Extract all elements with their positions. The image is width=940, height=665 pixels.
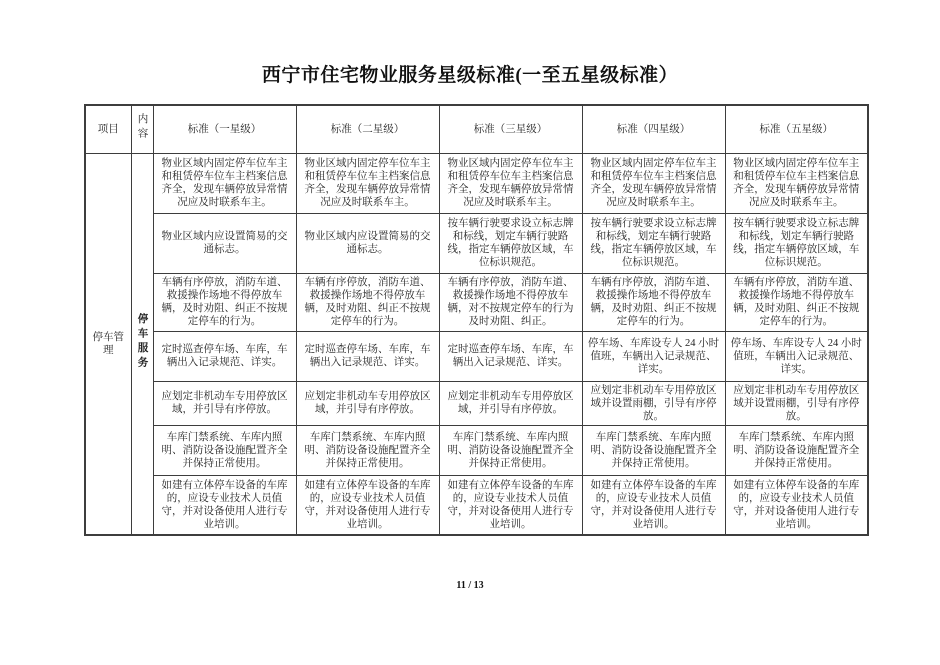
table-cell: 如建有立体停车设备的车库的，应设专业技术人员值守，并对设备使用人进行专业培训。: [582, 475, 725, 535]
table-cell: 物业区域内固定停车位车主和租赁停车位车主档案信息齐全，发现车辆停放异常情况应及时联系车主。: [296, 153, 439, 213]
content-group-cell: [131, 153, 153, 535]
table-cell: 车辆有序停放，消防车道、救援操作场地不得停放车辆，及时劝阻、纠正不按规定停车的行为。: [582, 273, 725, 331]
table-cell: 车辆有序停放，消防车道、救援操作场地不得停放车辆，及时劝阻、纠正不按规定停车的行为。: [725, 273, 868, 331]
table-cell: 按车辆行驶要求设立标志牌和标线，划定车辆行驶路线，指定车辆停放区域，车位标识规范。: [439, 213, 582, 273]
table-cell: 车辆有序停放，消防车道、救援操作场地不得停放车辆，对不按规定停车的行为及时劝阻、纠正。: [439, 273, 582, 331]
table-cell: 应划定非机动车专用停放区域，并引导有序停放。: [153, 381, 296, 425]
project-group-cell: 停车管理: [85, 153, 131, 535]
table-cell: 如建有立体停车设备的车库的，应设专业技术人员值守，并对设备使用人进行专业培训。: [153, 475, 296, 535]
header-star-2: 标准（二星级）: [296, 105, 439, 153]
table-row: [85, 273, 868, 331]
table-cell: 应划定非机动车专用停放区域，并引导有序停放。: [439, 381, 582, 425]
table-cell: 定时巡查停车场、车库，车辆出入记录规范、详实。: [439, 331, 582, 381]
page-number: 11 / 13: [456, 580, 484, 591]
header-star-1: 标准（一星级）: [153, 105, 296, 153]
table-cell: 车辆有序停放，消防车道、救援操作场地不得停放车辆，及时劝阻、纠正不按规定停车的行为。: [153, 273, 296, 331]
content-group-label: 停车服务: [136, 312, 148, 371]
table-row: [85, 381, 868, 425]
table-cell: 物业区域内固定停车位车主和租赁停车位车主档案信息齐全，发现车辆停放异常情况应及时联系车主。: [725, 153, 868, 213]
header-star-4: 标准（四星级）: [582, 105, 725, 153]
table-cell: 如建有立体停车设备的车库的，应设专业技术人员值守，并对设备使用人进行专业培训。: [439, 475, 582, 535]
table-header-row: [85, 105, 868, 153]
table-cell: 按车辆行驶要求设立标志牌和标线，划定车辆行驶路线，指定车辆停放区域，车位标识规范。: [725, 213, 868, 273]
table-cell: 停车场、车库设专人 24 小时值班，车辆出入记录规范、详实。: [582, 331, 725, 381]
table-row: [85, 331, 868, 381]
table-row: [85, 153, 868, 213]
table-row: [85, 213, 868, 273]
table-cell: 车库门禁系统、车库内照明、消防设备设施配置齐全并保持正常使用。: [725, 425, 868, 475]
table-cell: 如建有立体停车设备的车库的，应设专业技术人员值守，并对设备使用人进行专业培训。: [725, 475, 868, 535]
table-cell: 应划定非机动车专用停放区域并设置雨棚，引导有序停放。: [582, 381, 725, 425]
table-cell: 物业区域内固定停车位车主和租赁停车位车主档案信息齐全，发现车辆停放异常情况应及时联系车主。: [439, 153, 582, 213]
header-star-5: 标准（五星级）: [725, 105, 868, 153]
table-row: [85, 425, 868, 475]
table-cell: 物业区域内应设置简易的交通标志。: [296, 213, 439, 273]
table-cell: 按车辆行驶要求设立标志牌和标线，划定车辆行驶路线，指定车辆停放区域，车位标识规范。: [582, 213, 725, 273]
table-cell: 应划定非机动车专用停放区域，并引导有序停放。: [296, 381, 439, 425]
table-row: [85, 475, 868, 535]
table-cell: 物业区域内固定停车位车主和租赁停车位车主档案信息齐全，发现车辆停放异常情况应及时联系车主。: [582, 153, 725, 213]
table-cell: 停车场、车库设专人 24 小时值班，车辆出入记录规范、详实。: [725, 331, 868, 381]
table-cell: 应划定非机动车专用停放区域并设置雨棚，引导有序停放。: [725, 381, 868, 425]
table-cell: 物业区域内应设置简易的交通标志。: [153, 213, 296, 273]
table-cell: 车库门禁系统、车库内照明、消防设备设施配置齐全并保持正常使用。: [296, 425, 439, 475]
table-cell: 车库门禁系统、车库内照明、消防设备设施配置齐全并保持正常使用。: [153, 425, 296, 475]
header-star-3: 标准（三星级）: [439, 105, 582, 153]
table-cell: 定时巡查停车场、车库，车辆出入记录规范、详实。: [153, 331, 296, 381]
table-cell: 车辆有序停放，消防车道、救援操作场地不得停放车辆，及时劝阻、纠正不按规定停车的行为。: [296, 273, 439, 331]
header-project: 项目: [85, 105, 131, 153]
table-cell: 车库门禁系统、车库内照明、消防设备设施配置齐全并保持正常使用。: [582, 425, 725, 475]
document-title: 西宁市住宅物业服务星级标准(一至五星级标准）: [261, 65, 679, 86]
table-cell: 定时巡查停车场、车库，车辆出入记录规范、详实。: [296, 331, 439, 381]
table-cell: 如建有立体停车设备的车库的，应设专业技术人员值守，并对设备使用人进行专业培训。: [296, 475, 439, 535]
table-cell: 物业区域内固定停车位车主和租赁停车位车主档案信息齐全，发现车辆停放异常情况应及时联系车主。: [153, 153, 296, 213]
star-standard-table: [84, 104, 869, 536]
header-content-label: 内容: [136, 112, 148, 142]
table-cell: 车库门禁系统、车库内照明、消防设备设施配置齐全并保持正常使用。: [439, 425, 582, 475]
header-content: [131, 105, 153, 153]
